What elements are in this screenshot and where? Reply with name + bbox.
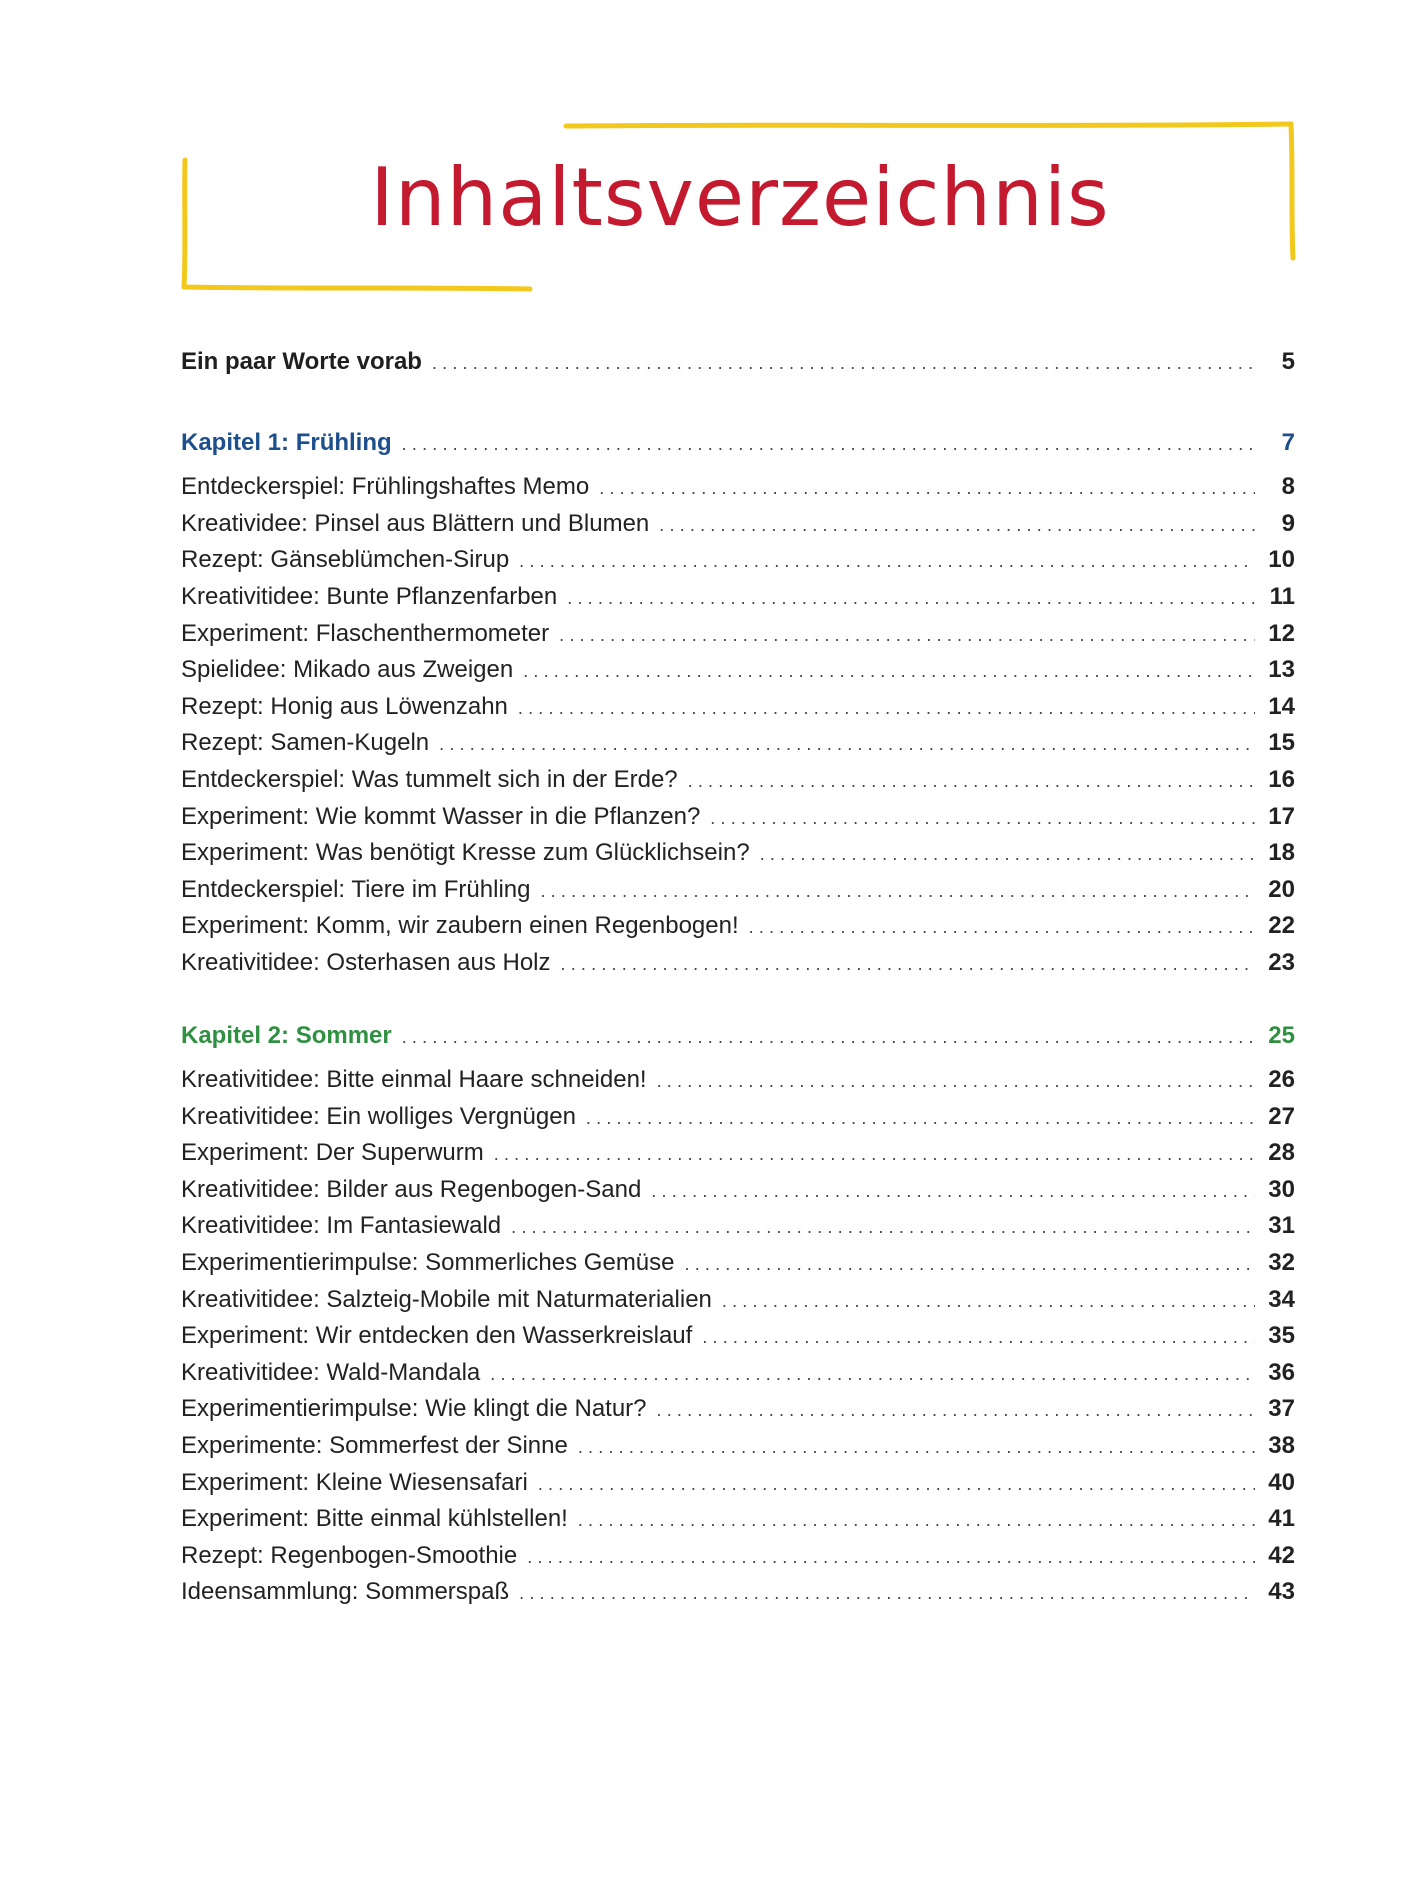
toc-label: Rezept: Samen-Kugeln	[181, 729, 430, 757]
toc-page-number: 26	[1268, 1066, 1295, 1094]
dot-leader	[657, 1400, 1255, 1421]
toc-page-number: 36	[1268, 1358, 1295, 1386]
toc-label: Kreativitidee: Wald-Mandala	[181, 1358, 481, 1386]
dot-leader	[538, 1474, 1255, 1495]
dot-leader	[578, 1437, 1255, 1458]
toc-label: Experiment: Wie kommt Wasser in die Pflanzen?	[181, 802, 701, 830]
toc-page-number: 9	[1281, 509, 1295, 537]
chapter-1-entries	[181, 473, 1295, 985]
toc-page-number: 18	[1268, 839, 1295, 867]
toc-label: Rezept: Honig aus Löwenzahn	[181, 692, 508, 720]
dot-leader	[540, 881, 1255, 902]
toc-entry[interactable]	[181, 1505, 1295, 1542]
toc-label: Experiment: Komm, wir zaubern einen Regenbogen!	[181, 912, 739, 940]
toc-label: Experiment: Flaschenthermometer	[181, 619, 550, 647]
toc-label: Spielidee: Mikado aus Zweigen	[181, 656, 514, 684]
toc-label: Experimentierimpulse: Wie klingt die Natur?	[181, 1395, 647, 1423]
toc-entry[interactable]	[181, 1103, 1295, 1140]
dot-leader	[511, 1217, 1255, 1238]
frame-bottom-line	[184, 287, 530, 289]
toc-page-number: 22	[1268, 912, 1295, 940]
toc-label: Rezept: Regenbogen-Smoothie	[181, 1541, 518, 1569]
toc-entry[interactable]	[181, 912, 1295, 949]
toc-entry[interactable]	[181, 876, 1295, 913]
toc-page-number: 17	[1268, 802, 1295, 830]
toc-entry[interactable]	[181, 510, 1295, 547]
toc-page-number: 41	[1268, 1505, 1295, 1533]
toc-label: Ein paar Worte vorab	[181, 348, 422, 375]
toc-chapter-2[interactable]	[181, 1022, 1295, 1059]
dot-leader	[657, 1071, 1255, 1092]
dot-leader	[490, 1364, 1255, 1385]
toc-label: Kreatividee: Pinsel aus Blättern und Blumen	[181, 509, 650, 537]
dot-leader	[586, 1108, 1255, 1129]
dot-leader	[523, 661, 1255, 682]
toc-entry[interactable]	[181, 583, 1295, 620]
dot-leader	[561, 954, 1255, 975]
toc-entry[interactable]	[181, 1322, 1295, 1359]
toc-page-number: 16	[1268, 765, 1295, 793]
dot-leader	[402, 1027, 1255, 1048]
dot-leader	[439, 734, 1255, 755]
toc-label: Experimente: Sommerfest der Sinne	[181, 1432, 568, 1460]
toc-entry[interactable]	[181, 1066, 1295, 1103]
toc-entry[interactable]	[181, 1542, 1295, 1579]
toc-entry[interactable]	[181, 1139, 1295, 1176]
toc-page-number: 20	[1268, 875, 1295, 903]
toc-page-number: 10	[1268, 546, 1295, 574]
toc-label: Experiment: Der Superwurm	[181, 1139, 484, 1167]
toc-entry[interactable]	[181, 766, 1295, 803]
dot-leader	[559, 625, 1255, 646]
toc-label: Experiment: Was benötigt Kresse zum Glücklichsein?	[181, 839, 750, 867]
toc-page-number: 15	[1268, 729, 1295, 757]
toc-page-number: 34	[1268, 1285, 1295, 1313]
toc-label: Entdeckerspiel: Was tummelt sich in der Erde?	[181, 765, 678, 793]
toc-entry[interactable]	[181, 1212, 1295, 1249]
toc-entry[interactable]	[181, 1432, 1295, 1469]
dot-leader	[599, 478, 1255, 499]
toc-page-number: 30	[1268, 1175, 1295, 1203]
toc-page-number: 38	[1268, 1432, 1295, 1460]
dot-leader	[402, 434, 1255, 455]
frame-left-line	[184, 160, 185, 287]
toc-page-number: 40	[1268, 1468, 1295, 1496]
toc-page-number: 37	[1268, 1395, 1295, 1423]
toc-chapter-1[interactable]	[181, 429, 1295, 466]
toc-label: Experiment: Kleine Wiesensafari	[181, 1468, 528, 1496]
toc-entry[interactable]	[181, 620, 1295, 657]
toc-page-number: 35	[1268, 1322, 1295, 1350]
toc-entry[interactable]	[181, 1249, 1295, 1286]
toc-entry[interactable]	[181, 1176, 1295, 1213]
dot-leader	[688, 771, 1255, 792]
toc-page-number: 12	[1268, 619, 1295, 647]
chapter-title: Kapitel 1: Frühling	[181, 428, 392, 456]
toc-entry[interactable]	[181, 1469, 1295, 1506]
toc-label: Kreativitidee: Bitte einmal Haare schneiden!	[181, 1066, 647, 1094]
toc-entry-intro[interactable]	[181, 348, 1295, 385]
dot-leader	[702, 1327, 1255, 1348]
toc-label: Kreativitidee: Ein wolliges Vergnügen	[181, 1102, 576, 1130]
frame-right-line	[1291, 124, 1293, 258]
toc-label: Experimentierimpulse: Sommerliches Gemüse	[181, 1249, 675, 1277]
toc-entry[interactable]	[181, 546, 1295, 583]
toc-page-number: 5	[1281, 348, 1295, 375]
dot-leader	[651, 1181, 1255, 1202]
toc-label: Entdeckerspiel: Tiere im Frühling	[181, 875, 531, 903]
dot-leader	[578, 1510, 1255, 1531]
toc-label: Kreativitidee: Bunte Pflanzenfarben	[181, 582, 558, 610]
dot-leader	[494, 1144, 1255, 1165]
toc-label: Kreativitidee: Osterhasen aus Holz	[181, 948, 551, 976]
frame-top-line	[566, 124, 1291, 126]
dot-leader	[749, 917, 1255, 938]
toc-entry[interactable]	[181, 1395, 1295, 1432]
dot-leader	[519, 1583, 1255, 1604]
toc-page-number: 7	[1281, 428, 1295, 456]
dot-leader	[659, 515, 1255, 536]
toc-entry[interactable]	[181, 729, 1295, 766]
toc-label: Kreativitidee: Salzteig-Mobile mit Naturmaterialien	[181, 1285, 712, 1313]
page-title: Inhaltsverzeichnis	[370, 151, 1110, 244]
toc-entry[interactable]	[181, 1359, 1295, 1396]
dot-leader	[432, 353, 1255, 374]
toc-page-number: 8	[1281, 473, 1295, 501]
toc-page-number: 23	[1268, 948, 1295, 976]
toc-label: Rezept: Gänseblümchen-Sirup	[181, 546, 510, 574]
toc-page-number: 11	[1269, 582, 1295, 610]
toc-label: Kreativitidee: Im Fantasiewald	[181, 1212, 502, 1240]
toc-page-number: 28	[1268, 1139, 1295, 1167]
toc-page-number: 25	[1268, 1021, 1295, 1049]
dot-leader	[518, 698, 1255, 719]
toc-entry[interactable]	[181, 693, 1295, 730]
toc-page-number: 32	[1268, 1249, 1295, 1277]
dot-leader	[722, 1291, 1255, 1312]
toc-page-number: 43	[1268, 1578, 1295, 1606]
toc-page-number: 42	[1268, 1541, 1295, 1569]
dot-leader	[567, 588, 1255, 609]
toc-entry[interactable]	[181, 803, 1295, 840]
toc-entry[interactable]	[181, 1578, 1295, 1615]
dot-leader	[685, 1254, 1256, 1275]
dot-leader	[760, 844, 1255, 865]
toc-page-number: 27	[1268, 1102, 1295, 1130]
table-of-contents	[181, 348, 1295, 1615]
toc-label: Entdeckerspiel: Frühlingshaftes Memo	[181, 473, 590, 501]
toc-entry[interactable]	[181, 656, 1295, 693]
toc-page-number: 13	[1268, 656, 1295, 684]
toc-entry[interactable]	[181, 1286, 1295, 1323]
chapter-title: Kapitel 2: Sommer	[181, 1021, 392, 1049]
toc-label: Kreativitidee: Bilder aus Regenbogen-Sand	[181, 1175, 642, 1203]
toc-page-number: 14	[1268, 692, 1295, 720]
toc-entry[interactable]	[181, 473, 1295, 510]
toc-page-number: 31	[1268, 1212, 1295, 1240]
toc-entry[interactable]	[181, 949, 1295, 986]
toc-entry[interactable]	[181, 839, 1295, 876]
toc-label: Ideensammlung: Sommerspaß	[181, 1578, 510, 1606]
dot-leader	[527, 1547, 1255, 1568]
toc-label: Experiment: Bitte einmal kühlstellen!	[181, 1505, 568, 1533]
dot-leader	[519, 551, 1255, 572]
chapter-2-entries	[181, 1066, 1295, 1615]
toc-label: Experiment: Wir entdecken den Wasserkreislauf	[181, 1322, 693, 1350]
dot-leader	[710, 808, 1255, 829]
